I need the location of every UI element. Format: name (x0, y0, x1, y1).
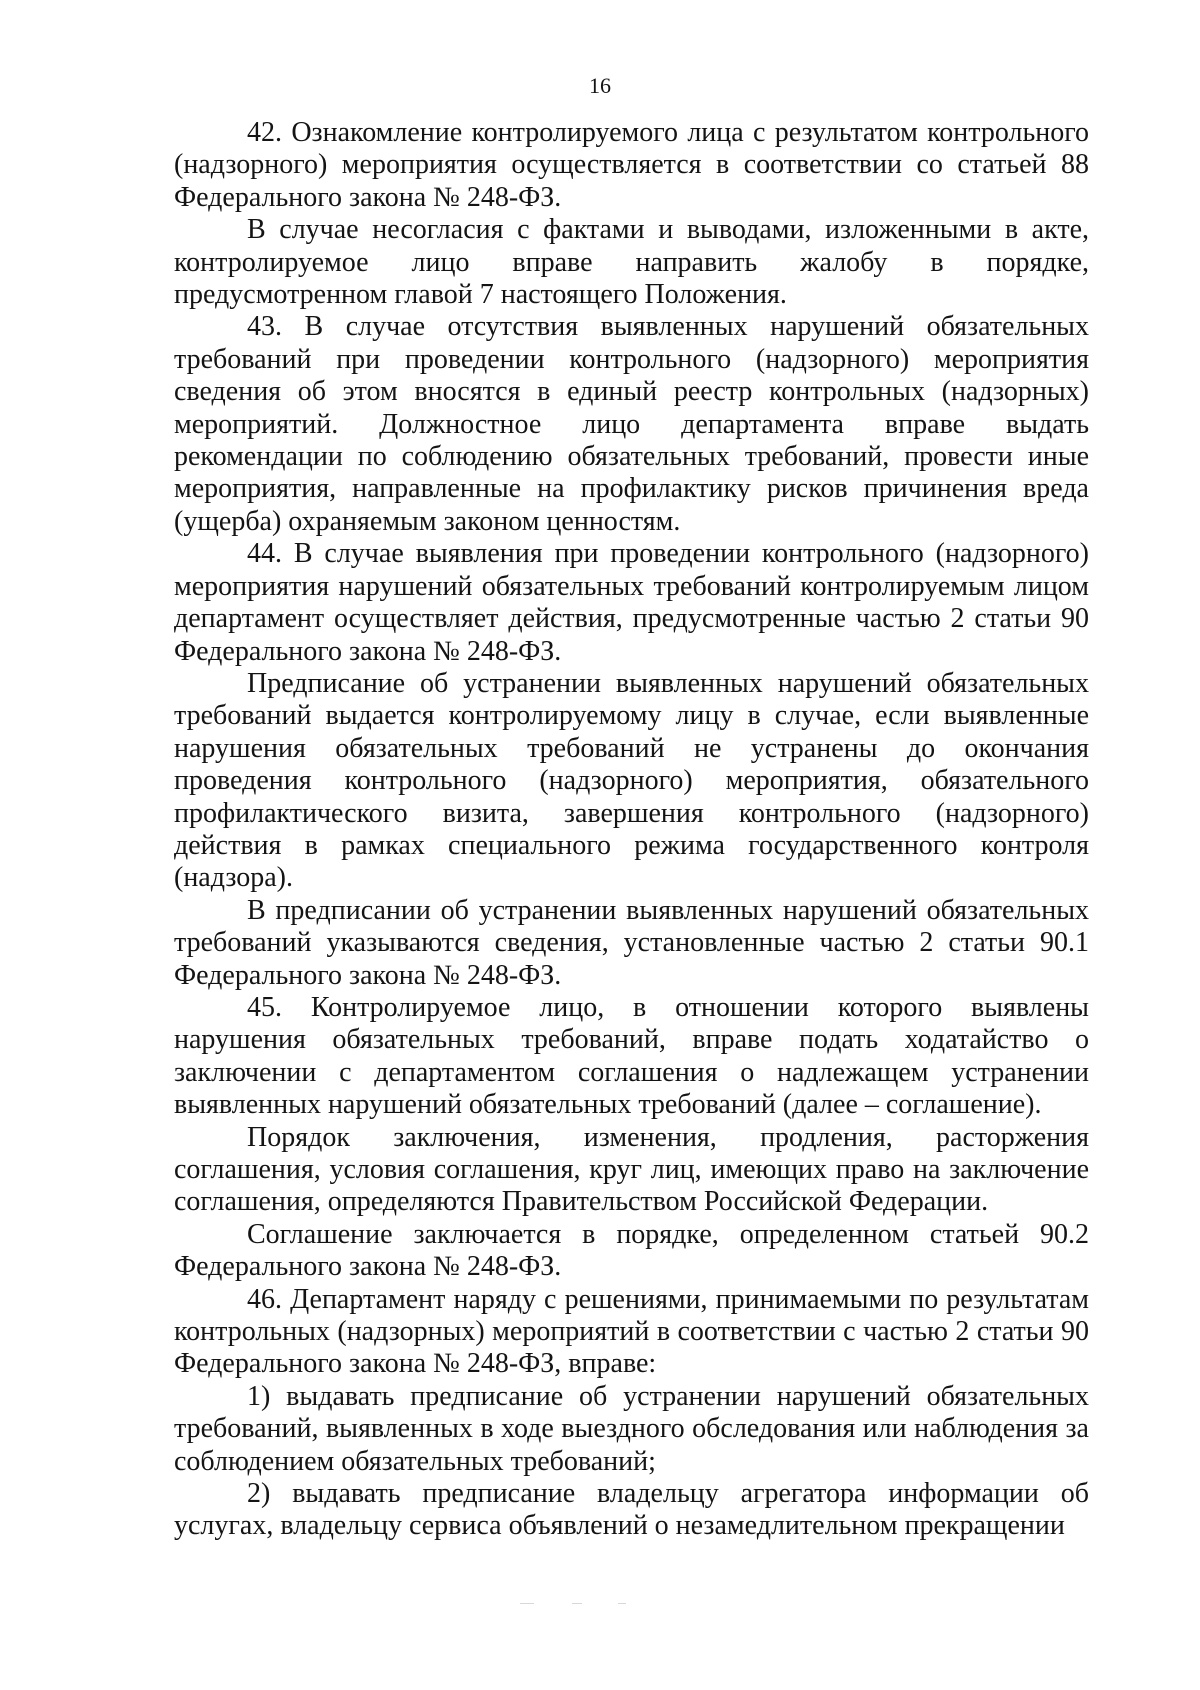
paragraph-46-item-1: 1) выдавать предписание об устранении нарушений обязательных требований, выявленных в ходе выездного обследования или наблюдения за соблюдением обязательных требований; (174, 1380, 1089, 1477)
scan-artifact (520, 1603, 534, 1604)
paragraph-44-prescription-contents: В предписании об устранении выявленных нарушений обязательных требований указываются сведения, установленные частью 2 статьи 90.1 Федерального закона № 248-ФЗ. (174, 894, 1089, 991)
paragraph-42: 42. Ознакомление контролируемого лица с результатом контрольного (надзорного) мероприятия осуществляется в соответствии со статьей 88 Федерального закона № 248-ФЗ. (174, 117, 1089, 213)
document-body (174, 117, 1089, 1543)
scan-artifact (572, 1603, 582, 1604)
page-number: 16 (589, 73, 611, 98)
paragraph-42-appeal: В случае несогласия с фактами и выводами, изложенными в акте, контролируемое лицо вправе направить жалобу в порядке, предусмотренном главой 7 настоящего Положения. (174, 214, 1089, 311)
paragraph-44: 44. В случае выявления при проведении контрольного (надзорного) мероприятия нарушений обязательных требований контролируемым лицом департамент осуществляет действия, предусмотренные частью 2 статьи 90 Федерального закона № 248-ФЗ. (174, 538, 1089, 667)
paragraph-46-item-2: 2) выдавать предписание владельцу агрегатора информации об услугах, владельцу сервиса объявлений о незамедлительном прекращении (174, 1478, 1089, 1542)
paragraph-45: 45. Контролируемое лицо, в отношении которого выявлены нарушения обязательных требований, вправе подать ходатайство о заключении с департаментом соглашения о надлежащем устранении выявленных нарушений обязательных требований (далее – соглашение). (174, 991, 1089, 1121)
paragraph-43: 43. В случае отсутствия выявленных нарушений обязательных требований при проведении контрольного (надзорного) мероприятия сведения об этом вносятся в единый реестр контрольных (надзорных) мероприятий. Должностное лицо департамента вправе выдать рекомендации по соблюдению обязательных требований, провести иные мероприятия, направленные на профилактику рисков причинения вреда (ущерба) охраняемым законом ценностям. (174, 311, 1089, 537)
paragraph-46: 46. Департамент наряду с решениями, принимаемыми по результатам контрольных (надзорных) мероприятий в соответствии с частью 2 статьи 90 Федерального закона № 248-ФЗ, вправе: (174, 1283, 1089, 1380)
scan-artifact (618, 1603, 626, 1604)
paragraph-45-procedure: Порядок заключения, изменения, продления, расторжения соглашения, условия соглашения, круг лиц, имеющих право на заключение соглашения, определяются Правительством Российской Федерации. (174, 1121, 1089, 1218)
paragraph-45-agreement: Соглашение заключается в порядке, определенном статьей 90.2 Федерального закона № 248-ФЗ. (174, 1218, 1089, 1283)
paragraph-44-prescription: Предписание об устранении выявленных нарушений обязательных требований выдается контролируемому лицу в случае, если выявленные нарушения обязательных требований не устранены до окончания проведения контрольного (надзорного) мероприятия, обязательного профилактического визита, завершения контрольного (надзорного) действия в рамках специального режима государственного контроля (надзора). (174, 667, 1089, 894)
